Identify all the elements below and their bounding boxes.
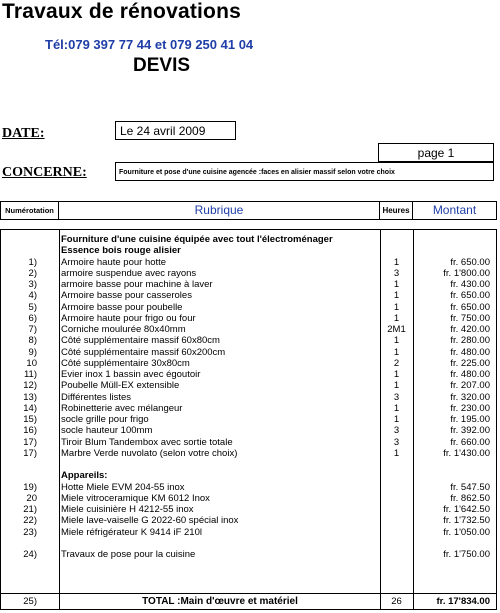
row-description: Corniche moulurée 80x40mm (61, 324, 186, 335)
row-description: Différentes listes (61, 391, 132, 403)
table-row (1, 234, 496, 245)
row-description: socle hauteur 100mm (61, 425, 153, 437)
row-hours: 1 (393, 312, 400, 324)
row-amount: fr. 230.00 (450, 402, 490, 414)
row-hours: 1 (393, 369, 400, 380)
total-number: 25) (23, 596, 37, 607)
row-number: 24) (23, 549, 37, 560)
table-row (1, 459, 496, 470)
row-hours: 3 (393, 425, 400, 437)
row-hours: 1 (393, 402, 400, 414)
row-number: 3) (28, 279, 37, 290)
quote-table (0, 229, 497, 610)
row-number: 23) (23, 526, 37, 538)
table-row (1, 470, 496, 481)
header-heures: Heures (380, 202, 413, 219)
row-number: 8) (28, 335, 37, 347)
table-row (1, 527, 496, 538)
row-number: 10 (26, 357, 37, 369)
row-amount: fr. 1'642.50 (443, 504, 490, 515)
table-row (1, 538, 496, 549)
row-description: armoire suspendue avec rayons (61, 267, 197, 279)
row-amount: fr. 392.00 (450, 425, 490, 437)
row-number: 20 (26, 492, 37, 504)
row-amount: fr. 480.00 (450, 346, 490, 358)
row-description: Poubelle Müll-EX extensible (61, 380, 180, 392)
row-description: Fourniture d'une cuisine équipée avec tout l'électroménager (61, 234, 333, 245)
row-number: 12) (23, 380, 37, 392)
total-separator (1, 593, 496, 594)
row-number: 17) (23, 447, 37, 459)
row-amount: fr. 547.50 (450, 481, 490, 493)
row-amount: fr. 430.00 (450, 279, 490, 290)
table-row (1, 257, 496, 268)
header-montant: Montant (432, 203, 477, 217)
total-amount: fr. 17'834.00 (436, 596, 490, 607)
row-description: Armoire haute pour frigo ou four (61, 312, 196, 324)
table-header (0, 201, 497, 220)
row-hours: 1 (393, 279, 400, 290)
row-amount: fr. 660.00 (450, 436, 490, 448)
date-field: Le 24 avril 2009 (115, 121, 236, 140)
row-hours: 1 (393, 290, 400, 302)
row-amount: fr. 225.00 (450, 357, 490, 369)
table-row (1, 392, 496, 403)
row-hours: 1 (393, 256, 400, 268)
table-row (1, 437, 496, 448)
row-description: Marbre Verde nuvolato (selon votre choix) (61, 447, 238, 459)
header-rubrique: Rubrique (59, 202, 380, 219)
concerne-label: CONCERNE: (2, 165, 87, 180)
row-description: Miele cuisinière H 4212-55 inox (61, 504, 194, 515)
row-number: 9) (28, 346, 37, 358)
row-amount: fr. 420.00 (450, 324, 490, 335)
table-row (1, 313, 496, 324)
company-name: Travaux de rénovations (2, 0, 241, 23)
table-row (1, 515, 496, 526)
row-amount: fr. 195.00 (450, 414, 490, 425)
table-row (1, 448, 496, 459)
date-label: DATE: (2, 126, 45, 141)
table-row (1, 245, 496, 256)
row-number: 1) (28, 256, 37, 268)
row-description: Appareils: (61, 470, 108, 482)
row-amount: fr. 1'430.00 (443, 447, 490, 459)
row-hours: 3 (393, 267, 400, 279)
row-amount: fr. 320.00 (450, 391, 490, 403)
row-hours: 3 (393, 436, 400, 448)
row-hours: 1 (393, 301, 400, 313)
row-number: 14) (23, 402, 37, 414)
row-amount: fr. 862.50 (450, 492, 490, 504)
row-description: Côté supplémentaire massif 60x80cm (61, 335, 220, 347)
table-row (1, 403, 496, 414)
table-row (1, 302, 496, 313)
row-description: Hotte Miele EVM 204-55 inox (61, 481, 185, 493)
phone-numbers: Tél:079 397 77 44 et 079 250 41 04 (45, 37, 254, 52)
row-number: 2) (28, 267, 37, 279)
row-number: 13) (23, 391, 37, 403)
table-row (1, 347, 496, 358)
row-hours: 1 (393, 346, 400, 358)
total-label: TOTAL :Main d'œuvre et matériel (142, 596, 298, 607)
row-description: Armoire haute pour hotte (61, 256, 167, 268)
row-description: Côté supplémentaire 30x80cm (61, 357, 190, 369)
row-amount: fr. 280.00 (450, 335, 490, 347)
row-amount: fr. 207.00 (450, 380, 490, 392)
row-amount: fr. 750.00 (450, 312, 490, 324)
row-description: Miele réfrigérateur K 9414 iF 210l (61, 526, 202, 538)
row-description: Robinetterie avec mélangeur (61, 402, 183, 414)
row-description: Côté supplémentaire massif 60x200cm (61, 346, 226, 358)
row-amount: fr. 1'050.00 (443, 526, 490, 538)
row-amount: fr. 1'750.00 (443, 549, 490, 560)
row-number: 7) (28, 324, 37, 335)
row-number: 11) (23, 369, 37, 380)
row-description: Travaux de pose pour la cuisine (61, 549, 196, 560)
row-amount: fr. 480.00 (450, 369, 490, 380)
concerne-field: Fourniture et pose d'une cuisine agencée :faces en alisier massif selon votre choix (115, 162, 494, 181)
total-row (1, 596, 496, 607)
row-description: Evier inox 1 bassin avec égoutoir (61, 369, 201, 380)
row-hours: 3 (393, 391, 400, 403)
row-hours: 1 (393, 447, 400, 459)
row-description: Miele lave-vaiselle G 2022-60 spécial inox (61, 515, 239, 527)
document-type: DEVIS (133, 55, 191, 76)
row-number: 15) (23, 414, 37, 425)
row-amount: fr. 650.00 (450, 290, 490, 302)
table-row (1, 279, 496, 290)
row-description: Essence bois rouge alisier (61, 245, 181, 257)
row-description: Miele vitroceramique KM 6012 Inox (61, 492, 210, 504)
row-number: 17) (23, 436, 37, 448)
row-number: 19) (23, 481, 37, 493)
table-row (1, 504, 496, 515)
row-number: 4) (28, 290, 37, 302)
table-row (1, 380, 496, 391)
row-description: Armoire basse pour poubelle (61, 301, 183, 313)
row-number: 16) (23, 425, 37, 437)
row-hours: 2M1 (387, 324, 406, 335)
table-row (1, 482, 496, 493)
row-number: 6) (28, 312, 37, 324)
table-row (1, 414, 496, 425)
table-row (1, 290, 496, 301)
table-row (1, 493, 496, 504)
table-row (1, 369, 496, 380)
row-hours: 1 (393, 414, 400, 425)
row-description: Armoire basse pour casseroles (61, 290, 192, 302)
table-row (1, 268, 496, 279)
total-hours: 26 (391, 596, 402, 607)
row-hours: 1 (393, 335, 400, 347)
row-number: 21) (23, 504, 37, 515)
row-amount: fr. 1'800.00 (443, 267, 490, 279)
header-numerotation: Numérotation (1, 202, 59, 219)
row-amount: fr. 650.00 (450, 256, 490, 268)
row-hours: 1 (393, 380, 400, 392)
row-number: 22) (23, 515, 37, 527)
row-amount: fr. 650.00 (450, 301, 490, 313)
row-description: Tiroir Blum Tandembox avec sortie totale (61, 436, 233, 448)
row-amount: fr. 1'732.50 (443, 515, 490, 527)
page-number: page 1 (378, 143, 494, 162)
table-row (1, 358, 496, 369)
table-row (1, 324, 496, 335)
row-description: armoire basse pour machine à laver (61, 279, 213, 290)
row-number: 5) (28, 301, 37, 313)
table-row (1, 335, 496, 346)
table-row (1, 549, 496, 560)
row-description: socle grille pour frigo (61, 414, 149, 425)
row-hours: 2 (393, 357, 400, 369)
table-row (1, 425, 496, 436)
